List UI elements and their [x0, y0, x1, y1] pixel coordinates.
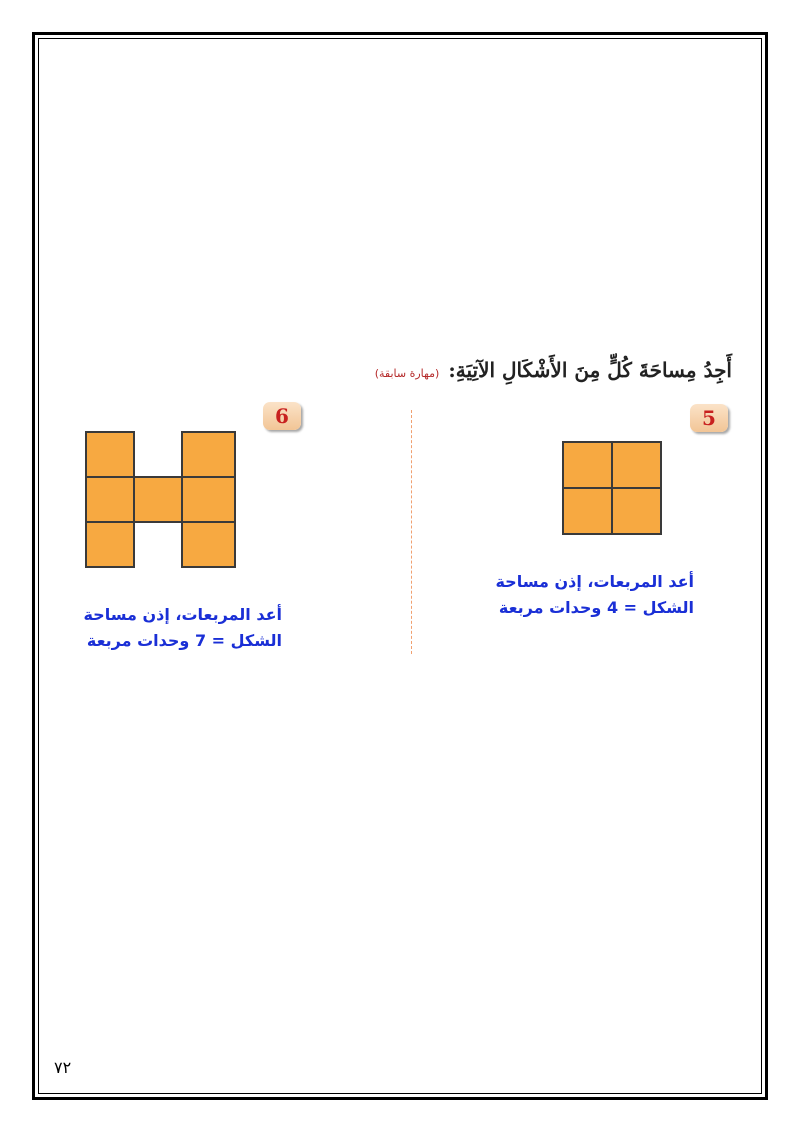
- answer-problem-5: [495, 569, 694, 621]
- shape-square-grid-2x2: [562, 441, 662, 535]
- answer-line-2: الشكل = 4 وحدات مربعة: [498, 598, 694, 617]
- unit-square: [134, 477, 182, 522]
- problem-number-badge-5: 5: [690, 404, 728, 432]
- answer-line-1: أعد المربعات، إذن مساحة: [495, 572, 694, 591]
- unit-square: [563, 442, 612, 488]
- column-divider: [411, 410, 412, 654]
- unit-square: [612, 442, 661, 488]
- unit-square: [563, 488, 612, 534]
- page-number: ٧٢: [54, 1058, 72, 1077]
- shape-h-letter: [85, 430, 237, 568]
- unit-square: [182, 477, 235, 522]
- skill-tag: (مهارة سابقة): [374, 367, 440, 380]
- answer-line-1: أعد المربعات، إذن مساحة: [83, 605, 282, 624]
- unit-square: [86, 522, 134, 567]
- unit-square: [612, 488, 661, 534]
- unit-square: [86, 432, 134, 477]
- exercise-instruction: [375, 358, 732, 382]
- answer-line-2: الشكل = 7 وحدات مربعة: [86, 631, 282, 650]
- unit-square: [182, 522, 235, 567]
- unit-square: [86, 477, 134, 522]
- unit-square: [182, 432, 235, 477]
- problem-number-badge-6: 6: [263, 402, 301, 430]
- answer-problem-6: [83, 602, 282, 654]
- instruction-text: أَجِدُ مِساحَةَ كُلٍّ مِنَ الأَشْكَالِ الآتِيَةِ:: [448, 358, 732, 382]
